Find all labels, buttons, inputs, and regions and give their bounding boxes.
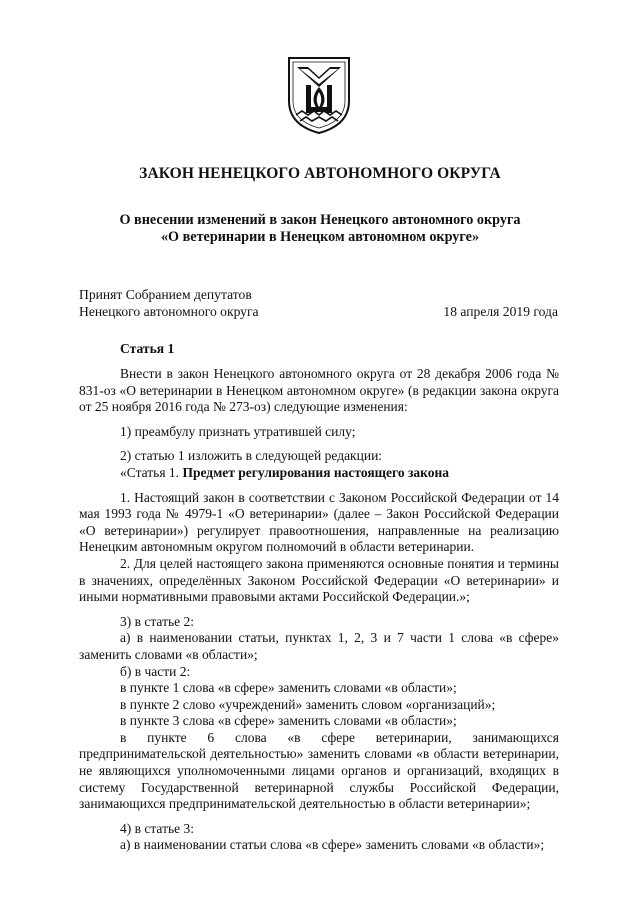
clause-2: 2. Для целей настоящего закона применяются основные понятия и термины в значениях, определённых Законом Российской Федерации «О ветеринарии» и иными нормативными правовыми актами Российской Федерации.»; — [79, 555, 559, 605]
subtitle-line-2: «О ветеринарии в Ненецком автономном округе» — [160, 229, 480, 245]
clause-1: 1. Настоящий закон в соответствии с Законом Российской Федерации от 14 мая 1993 года № 4979-1 «О ветеринарии» (далее – Закон Российской Федерации «О ветеринарии») регулирует правоотношения, направленные на реализацию Ненецким автономным округом полномочий в области ветеринарии. — [79, 489, 559, 555]
law-title: ЗАКОН НЕНЕЦКОГО АВТОНОМНОГО ОКРУГА — [139, 165, 501, 182]
law-subtitle — [60, 212, 580, 246]
adopted-line-2: Ненецкого автономного округа — [79, 304, 259, 319]
quote-prefix: «Статья 1. — [120, 464, 183, 480]
item-1: 1) преамбулу признать утратившей силу; — [120, 423, 356, 439]
item-3b-point-3: в пункте 3 слова «в сфере» заменить словами «в области»; — [120, 713, 457, 729]
item-3: 3) в статье 2: — [120, 613, 194, 629]
quote-title: Предмет регулирования настоящего закона — [182, 464, 450, 480]
adoption-info — [79, 286, 259, 320]
adopted-line-1: Принят Собранием депутатов — [79, 287, 252, 302]
item-3b-point-2: в пункте 2 слово «учреждений» заменить словом «организаций»; — [120, 696, 496, 712]
subtitle-line-1: О внесении изменений в закон Ненецкого автономного округа — [119, 212, 521, 228]
item-4: 4) в статье 3: — [120, 820, 194, 836]
adoption-date: 18 апреля 2019 года — [443, 304, 558, 319]
item-3b: б) в части 2: — [120, 663, 191, 679]
item-3b-point-1: в пункте 1 слова «в сфере» заменить словами «в области»; — [120, 680, 457, 696]
item-3b-point-6: в пункте 6 слова «в сфере ветеринарии, занимающихся предпринимательской деятельностью» заменить словами «в области ветеринарии, не являющихся уполномоченными лицами органов и организаций, входящих в систему Государственной ветеринарной службы Российской Федерации, занимающихся предпринимательской деятельностью в области ветеринарии»; — [79, 729, 559, 812]
intro-paragraph: Внести в закон Ненецкого автономного округа от 28 декабря 2006 года № 831-оз «О ветеринарии в Ненецком автономном округе» (в редакции закона округа от 25 ноября 2016 года № 273-оз) следующие изменения: — [79, 366, 559, 415]
item-4a: а) в наименовании статьи слова «в сфере» заменить словами «в области»; — [120, 837, 545, 853]
article-body — [79, 366, 559, 854]
item-3a: а) в наименовании статьи, пунктах 1, 2, 3 и 7 части 1 слова «в сфере» заменить словами «в области»; — [79, 630, 559, 662]
article-heading: Статья 1 — [120, 341, 175, 356]
item-2: 2) статью 1 изложить в следующей редакции: — [120, 448, 383, 464]
coat-of-arms-icon — [286, 55, 352, 135]
quoted-article-heading — [79, 465, 559, 482]
